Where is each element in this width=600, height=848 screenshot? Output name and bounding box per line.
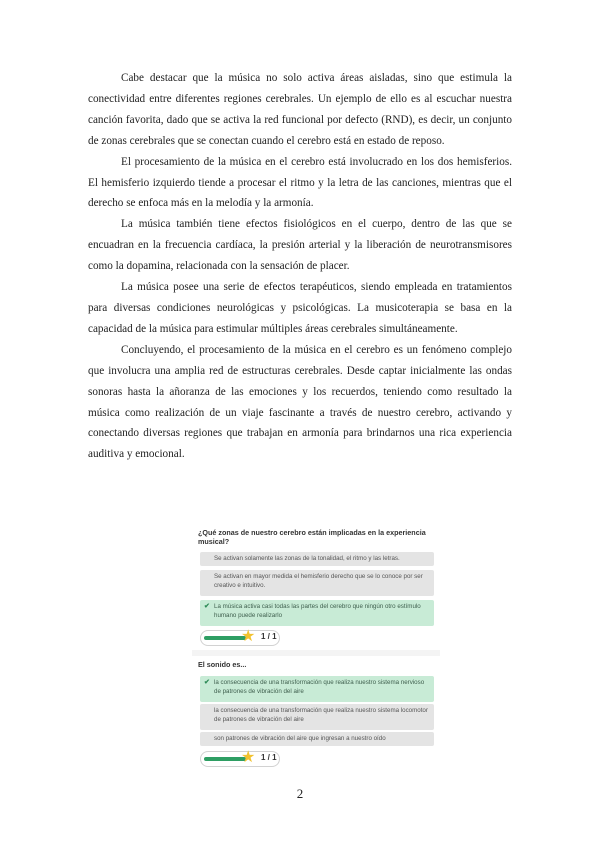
question-2-option-1-correct[interactable] [200, 676, 434, 702]
question-1-option-3-correct[interactable] [200, 600, 434, 626]
paragraph-5: Concluyendo, el procesamiento de la música en el cerebro es un fenómeno complejo que involucra una amplia red de estructuras cerebrales. Desde captar inicialmente las ondas sonoras hasta la añoranza de las emociones y los recuerdos, teniendo como resultado la música como realización de un viaje fascinante a través de nuestro cerebro, activando y conectando diversas regiones que trabajan en armonía para brindarnos una rica experiencia auditiva y emocional. [88, 343, 512, 461]
question-1-title: ¿Qué zonas de nuestro cerebro están implicadas en la experiencia musical? [198, 528, 426, 546]
divider [192, 650, 440, 656]
document-body [88, 68, 512, 465]
option-label: la consecuencia de una transformación que realiza nuestro sistema nervioso de patrones de vibración del aire [214, 679, 425, 695]
option-label: la consecuencia de una transformación que realiza nuestro sistema locomotor de patrones de vibración del aire [214, 707, 428, 723]
option-label: Se activan solamente las zonas de la tonalidad, el ritmo y las letras. [214, 555, 400, 562]
star-icon: ★ [241, 749, 256, 766]
paragraph-1: Cabe destacar que la música no solo activa áreas aisladas, sino que estimula la conectividad entre diferentes regiones cerebrales. Un ejemplo de ello es al escuchar nuestra canción favorita, dado que se activa la red funcional por defecto (RND), es decir, un conjunto de zonas cerebrales que se conectan cuando el cerebro está en estado de reposo. [88, 72, 512, 147]
star-icon: ★ [241, 628, 256, 645]
question-1-progress [200, 630, 280, 646]
paragraph-4: La música posee una serie de efectos terapéuticos, siendo empleada en tratamientos para diversas condiciones neurológicas y psicológicas. La musicoterapia se basa en la capacidad de la música para estimular múltiples áreas cerebrales simultáneamente. [88, 281, 512, 335]
option-label: Se activan en mayor medida el hemisferio derecho que se lo conoce por ser creativo e intuitivo. [214, 573, 423, 589]
progress-bar [204, 757, 246, 761]
progress-label: 1 / 1 [261, 632, 277, 641]
question-2-progress [200, 751, 280, 767]
progress-label: 1 / 1 [261, 753, 277, 762]
paragraph-2: El procesamiento de la música en el cerebro está involucrado en los dos hemisferios. El hemisferio izquierdo tiende a procesar el ritmo y la letra de las canciones, mientras que el derecho se enfoca más en la melodía y la armonía. [88, 155, 512, 210]
quiz-screenshot [192, 522, 440, 770]
question-1-option-2[interactable] [200, 570, 434, 596]
check-icon: ✔ [204, 679, 210, 686]
paragraph-3: La música también tiene efectos fisiológicos en el cuerpo, dentro de las que se encuadran en la frecuencia cardíaca, la presión arterial y la liberación de neurotransmisores como la dopamina, relacionada con la sensación de placer. [88, 218, 512, 273]
question-2-title: El sonido es... [198, 660, 247, 669]
progress-bar [204, 636, 246, 640]
progress-fill [204, 757, 246, 761]
question-1-option-1[interactable] [200, 552, 434, 566]
option-label: La música activa casi todas las partes del cerebro que ningún otro estímulo humano puede realizarlo [214, 603, 421, 619]
check-icon: ✔ [204, 603, 210, 610]
question-2-option-2[interactable] [200, 704, 434, 730]
progress-fill [204, 636, 246, 640]
page-number: 2 [296, 786, 304, 801]
question-2-option-3[interactable] [200, 732, 434, 746]
option-label: son patrones de vibración del aire que ingresan a nuestro oído [214, 735, 386, 742]
